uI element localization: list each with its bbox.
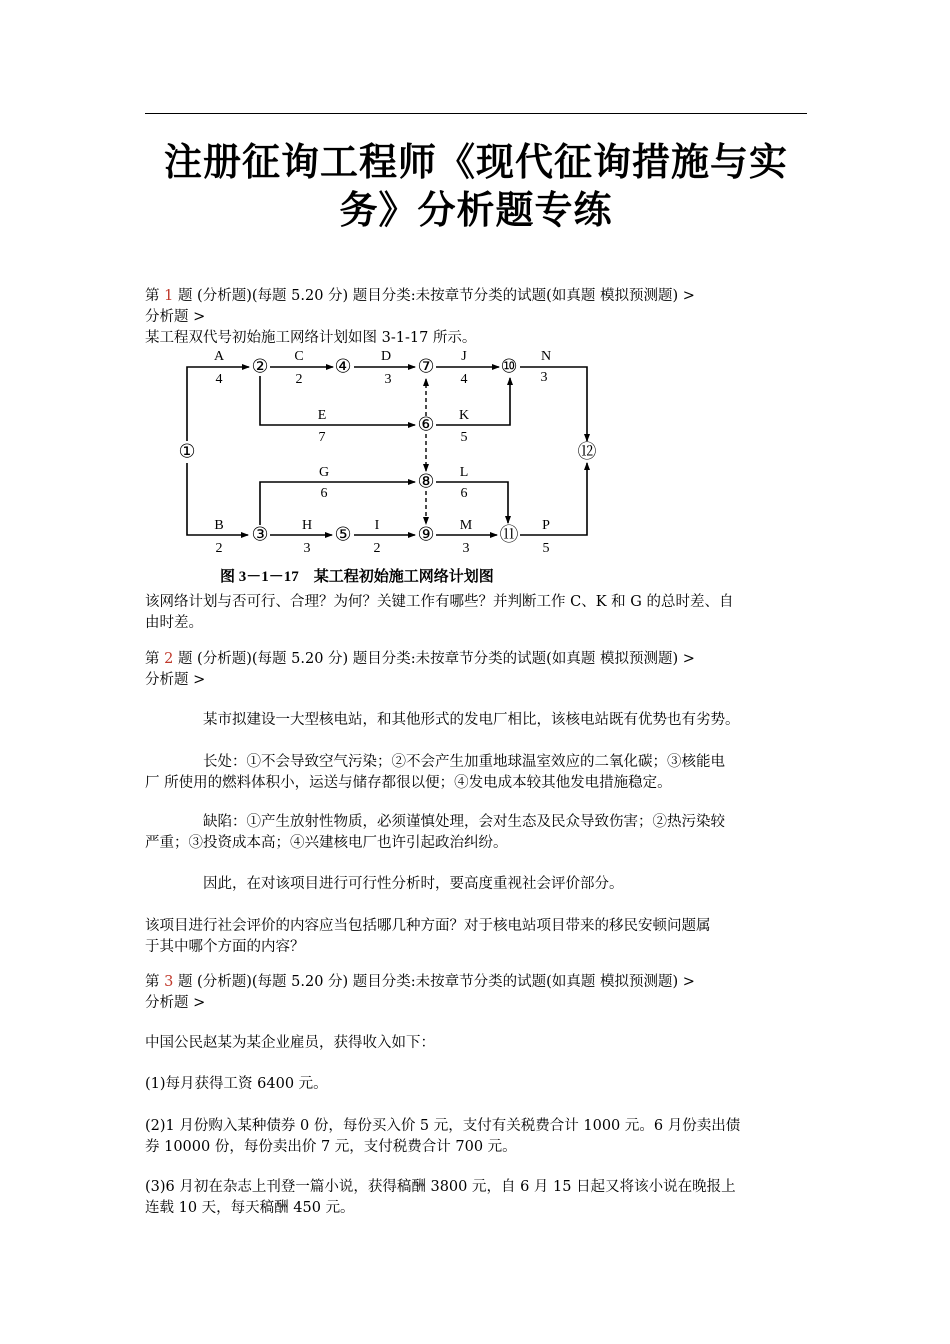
question-1-line-1: 该网络计划与否可行、合理？为何？关键工作有哪些？并判断工作 C、K 和 G 的总时差、自 — [145, 594, 734, 610]
activity-i-name: I — [374, 518, 380, 533]
question-2-body — [145, 916, 810, 958]
node-4: ④ — [334, 356, 352, 378]
activity-b-name: B — [214, 518, 224, 533]
q3-item-2-line-1: (2)1 月份购入某种债券 0 份，每份买入价 5 元，支付有关税费合计 1000 元。6 月份卖出债 — [145, 1118, 741, 1134]
activity-p-name: P — [542, 518, 550, 533]
q2-paragraph-1: 某市拟建设一大型核电站，和其他形式的发电厂相比，该核电站既有优势也有劣势。 — [203, 712, 740, 728]
arrow-k — [436, 378, 510, 425]
activity-j-name: J — [461, 349, 467, 364]
arrow-g — [260, 482, 415, 525]
question-number: 1 — [164, 288, 174, 304]
activity-k-duration: 5 — [460, 430, 468, 445]
activity-k-name: K — [458, 408, 470, 423]
question-1-line-2: 由时差。 — [145, 615, 203, 631]
activity-d-name: D — [380, 349, 392, 364]
question-header-text: 题 (分析题)(每题 5.20 分) 题目分类:未按章节分类的试题(如真题 模拟预测题) > — [173, 651, 695, 667]
activity-m-duration: 3 — [462, 541, 470, 556]
node-11: ⑪ — [499, 524, 519, 546]
activity-n-name: N — [540, 349, 552, 364]
question-2-header — [145, 649, 810, 670]
question-1-header — [145, 286, 810, 307]
question-prefix: 第 — [145, 974, 165, 990]
activity-l-name: L — [459, 465, 469, 480]
question-prefix: 第 — [145, 288, 165, 304]
activity-a-name: A — [213, 349, 225, 364]
node-12: ⑫ — [577, 441, 597, 463]
activity-n-duration: 3 — [540, 370, 548, 385]
node-10: ⑩ — [500, 356, 518, 378]
activity-a-duration: 4 — [215, 372, 223, 387]
node-1: ① — [178, 441, 196, 463]
node-6: ⑥ — [417, 414, 435, 436]
q2-paragraph-3-line-2: 严重；③投资成本高；④兴建核电厂也许引起政治纠纷。 — [145, 835, 508, 851]
q3-item-1: (1)每月获得工资 6400 元。 — [145, 1076, 328, 1092]
activity-l-duration: 6 — [460, 486, 468, 501]
network-diagram — [150, 345, 610, 590]
q2-paragraph-3 — [145, 812, 810, 854]
question-1-category: 分析题 > — [145, 309, 206, 325]
title-line-1: 注册征询工程师《现代征询措施与实 — [163, 140, 788, 184]
node-3: ③ — [251, 524, 269, 546]
activity-e-name: E — [317, 408, 327, 423]
question-3-header — [145, 972, 810, 993]
question-3-category: 分析题 > — [145, 995, 206, 1011]
q3-item-2 — [145, 1116, 810, 1158]
q3-item-3-line-1: (3)6 月初在杂志上刊登一篇小说，获得稿酬 3800 元，自 6 月 15 日起又将该小说在晚报上 — [145, 1179, 736, 1195]
node-5: ⑤ — [334, 524, 352, 546]
question-header-text: 题 (分析题)(每题 5.20 分) 题目分类:未按章节分类的试题(如真题 模拟预测题) > — [173, 288, 695, 304]
q2-paragraph-2 — [145, 752, 810, 794]
question-2 — [145, 649, 810, 691]
q2-paragraph-3-line-1: 缺陷：①产生放射性物质，必须谨慎处理，会对生态及民众导致伤害；②热污染较 — [203, 814, 725, 830]
node-8: ⑧ — [417, 471, 435, 493]
question-prefix: 第 — [145, 651, 165, 667]
activity-d-duration: 3 — [384, 372, 392, 387]
activity-j-duration: 4 — [460, 372, 468, 387]
q3-intro: 中国公民赵某为某企业雇员，获得收入如下： — [145, 1035, 435, 1051]
activity-m-name: M — [459, 518, 473, 533]
question-number: 3 — [164, 974, 174, 990]
activity-h-name: H — [301, 518, 313, 533]
question-1 — [145, 286, 810, 349]
diagram-caption: 图 3－1－17 某工程初始施工网络计划图 — [220, 569, 494, 585]
activity-c-name: C — [294, 349, 304, 364]
activity-p-duration: 5 — [542, 541, 550, 556]
activity-b-duration: 2 — [215, 541, 223, 556]
activity-c-duration: 2 — [295, 372, 303, 387]
q3-item-3-line-2: 连载 10 天，每天稿酬 450 元。 — [145, 1200, 355, 1216]
arrow-l — [436, 482, 508, 523]
question-header-text: 题 (分析题)(每题 5.20 分) 题目分类:未按章节分类的试题(如真题 模拟预测题) > — [173, 974, 695, 990]
question-1-intro: 某工程双代号初始施工网络计划如图 3-1-17 所示。 — [145, 330, 477, 346]
question-2-line-2: 于其中哪个方面的内容？ — [145, 939, 305, 955]
question-number: 2 — [164, 651, 174, 667]
q2-paragraph-2-line-2: 厂 所使用的燃料体积小，运送与储存都很以便；④发电成本较其他发电措施稳定。 — [145, 775, 672, 791]
header-rule — [145, 113, 807, 114]
node-2: ② — [251, 356, 269, 378]
q3-item-2-line-2: 券 10000 份，每份卖出价 7 元，支付税费合计 700 元。 — [145, 1139, 517, 1155]
activity-g-name: G — [318, 465, 330, 480]
activity-e-duration: 7 — [318, 430, 326, 445]
activity-g-duration: 6 — [320, 486, 328, 501]
node-9: ⑨ — [417, 524, 435, 546]
document-title — [145, 138, 807, 234]
arrow-p — [520, 463, 587, 535]
question-1-body — [145, 592, 810, 634]
activity-i-duration: 2 — [373, 541, 381, 556]
arrow-n — [520, 367, 587, 441]
q2-paragraph-4: 因此，在对该项目进行可行性分析时，要高度重视社会评价部分。 — [203, 876, 624, 892]
q3-item-3 — [145, 1177, 810, 1219]
question-2-category: 分析题 > — [145, 672, 206, 688]
question-3 — [145, 972, 810, 1014]
activity-h-duration: 3 — [303, 541, 311, 556]
node-7: ⑦ — [417, 356, 435, 378]
arrow-e — [260, 376, 415, 425]
q2-paragraph-2-line-1: 长处：①不会导致空气污染；②不会产生加重地球温室效应的二氧化碳；③核能电 — [203, 754, 725, 770]
title-line-2: 务》分析题专练 — [339, 188, 613, 232]
question-2-line-1: 该项目进行社会评价的内容应当包括哪几种方面？对于核电站项目带来的移民安顿问题属 — [145, 918, 711, 934]
